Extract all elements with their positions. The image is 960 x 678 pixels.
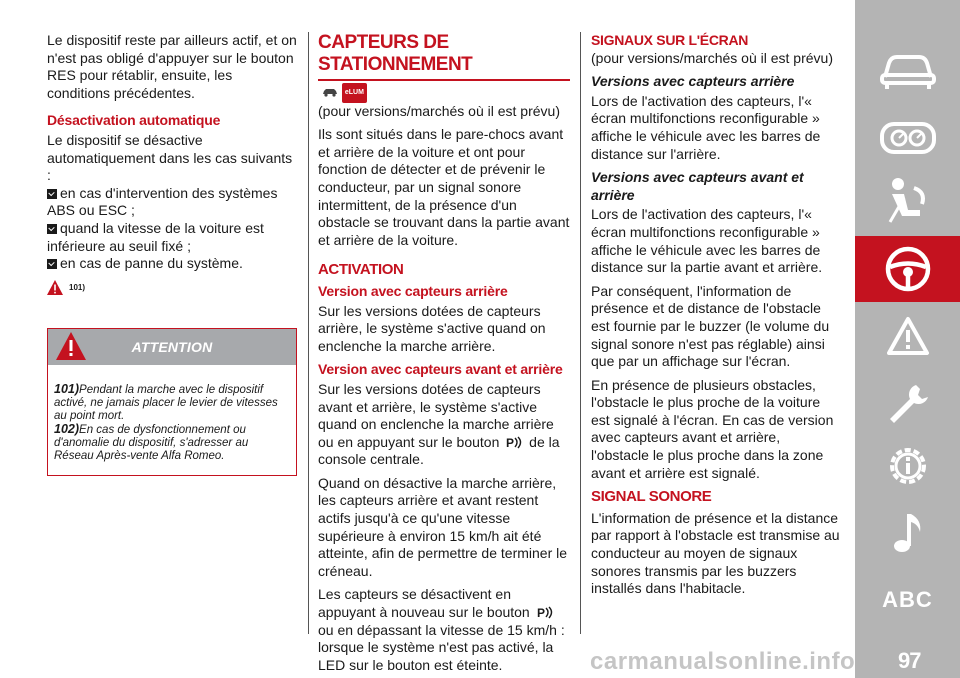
page-number: 97 [898, 648, 921, 673]
paragraph: Sur les versions dotées de capteurs arrière, le système s'active quand on enclenche la marche arrière. [318, 302, 546, 354]
paragraph: Lors de l'activation des capteurs, l'« écran multifonctions reconfigurable » affiche le véhicule avec les barres de distance sur la partie avant et arrière. [591, 206, 823, 276]
column-right [591, 32, 841, 604]
paragraph-text: Sur les versions dotées de capteurs avant et arrière, le système s'active quand on enclenche la marche arrière ou en appuyant sur le bouton [318, 380, 554, 450]
attention-box [47, 328, 297, 476]
attention-header [48, 329, 296, 365]
sidebar-item-technical-data[interactable] [855, 432, 960, 500]
steering-wheel-icon [883, 244, 933, 294]
section-title: SIGNAUX SUR L'ÉCRAN [591, 32, 749, 48]
italic-subheading: Versions avec capteurs avant et arrière [591, 169, 804, 203]
paragraph [318, 586, 570, 674]
paragraph: Lors de l'activation des capteurs, l'« écran multifonctions reconfigurable » affiche le véhicule avec les barres de distance sur l'arrière. [591, 92, 821, 162]
note-number: 101) [54, 382, 80, 397]
paragraph-text: ou en dépassant la vitesse de 15 km/h : lorsque le système n'est pas activé, la LED sur le bouton est éteinte. [318, 621, 565, 673]
parking-sensor-icon [536, 605, 554, 621]
checkbox-bullet-icon [47, 189, 57, 199]
paragraph: (pour versions/marchés où il est prévu) [318, 102, 560, 119]
warning-icon [47, 280, 63, 295]
car-icon [322, 87, 338, 97]
paragraph: Par conséquent, l'information de présence et de distance de l'obstacle est fournie par le buzzer (le volume du signal sonore n'est pas réglable) ainsi que par un affichage sur l'écran. [591, 282, 830, 370]
info-gear-icon [884, 442, 932, 490]
wrench-icon [886, 381, 930, 427]
paragraph-text: Les capteurs se désactivent en appuyant à nouveau sur le bouton [318, 586, 530, 621]
note-number: 102) [54, 422, 80, 437]
sidebar-item-maintenance[interactable] [855, 370, 960, 438]
italic-subheading: Versions avec capteurs arrière [591, 73, 795, 90]
checkbox-bullet-icon [47, 259, 57, 269]
attention-note [54, 423, 290, 463]
paragraph: (pour versions/marchés où il est prévu) [591, 49, 833, 66]
subheading: Version avec capteurs arrière [318, 282, 508, 299]
gauge-icon [879, 121, 937, 155]
version-badge [322, 83, 570, 103]
sidebar-item-car[interactable] [855, 36, 960, 104]
column-divider [308, 32, 309, 634]
paragraph-text: de la console centrale. [318, 433, 560, 468]
seat-person-icon [886, 176, 930, 228]
list-item-text: en cas de panne du système. [60, 255, 243, 272]
warning-reference [47, 279, 297, 297]
list-item [47, 185, 297, 220]
music-note-icon [890, 508, 926, 556]
column-divider [580, 32, 581, 634]
paragraph: En présence de plusieurs obstacles, l'obstacle le plus proche de la voiture est signalé à l'écran. En cas de version avec capteurs avant et arrière, l'obstacle le plus proche dans la zone avant et arrière est signalé. [591, 376, 834, 481]
subheading-auto-deactivation: Désactivation automatique [47, 112, 221, 129]
paragraph: L'information de présence et la distance par rapport à l'obstacle est transmise au conducteur au moyen de signaux sonores transmis par les buzzers installés dans l'habitacle. [591, 509, 840, 597]
paragraph: Le dispositif reste par ailleurs actif, et on n'est pas obligé d'appuyer sur le bouton RES pour rétablir, ensuite, les conditions précédentes. [47, 32, 297, 101]
attention-title: ATTENTION [131, 338, 213, 355]
svg-text:P: P [536, 606, 545, 621]
chapter-sidebar [855, 0, 960, 678]
subheading: Version avec capteurs avant et arrière [318, 361, 563, 378]
warning-icon [886, 316, 930, 356]
heading-signal: SIGNAL SONORE [591, 488, 712, 506]
sidebar-item-safety[interactable] [855, 168, 960, 236]
sidebar-item-instruments[interactable] [855, 104, 960, 172]
column-middle [318, 32, 570, 678]
attention-body [48, 365, 296, 475]
list-item [47, 220, 297, 255]
paragraph: Quand on désactive la marche arrière, les capteurs arrière et avant restent actifs jusqu'à ce qu'une vitesse supérieure à environ 15 km/h ait été atteinte, afin de permettre de terminer le créneau. [318, 474, 568, 579]
paragraph [318, 381, 570, 469]
checkbox-bullet-icon [47, 224, 57, 234]
list-item [47, 255, 297, 273]
elum-badge: eLUM [342, 83, 367, 103]
attention-note [54, 383, 290, 423]
car-icon [879, 51, 937, 89]
heading-activation: ACTIVATION [318, 261, 404, 279]
paragraph: Ils sont situés dans le pare-chocs avant et arrière de la voiture et ont pour fonction de détecter et de prévenir le conducteur, par un signal sonore intermittent, de la présence d'un obstacle se trouvant dans la partie avant et arrière de la voiture. [318, 126, 570, 248]
sidebar-item-index[interactable] [855, 566, 960, 634]
section-title: CAPTEURS DE STATIONNEMENT [318, 32, 570, 81]
watermark: carmanualsonline.info [590, 648, 856, 675]
index-label: ABC [882, 587, 933, 612]
sidebar-item-multimedia[interactable] [855, 498, 960, 566]
note-text: En cas de dysfonctionnement ou d'anomalie du dispositif, s'adresser au Réseau Après-vente Alfa Romeo. [54, 424, 249, 463]
list-item-text: en cas d'intervention des systèmes ABS ou ESC ; [47, 184, 278, 219]
column-left [47, 32, 297, 476]
warning-reference-number: 101) [69, 282, 86, 292]
warning-icon [56, 332, 86, 360]
list-item-text: quand la vitesse de la voiture est inférieure au seuil fixé ; [47, 219, 264, 254]
note-text: Pendant la marche avec le dispositif activé, ne jamais placer le levier de vitesses au point mort. [54, 384, 278, 423]
parking-sensor-icon [505, 435, 523, 451]
svg-text:P: P [506, 435, 515, 450]
sidebar-item-driving[interactable] [855, 236, 960, 302]
sidebar-item-warnings[interactable] [855, 302, 960, 370]
paragraph: Le dispositif se désactive automatiquement dans les cas suivants : [47, 131, 293, 184]
